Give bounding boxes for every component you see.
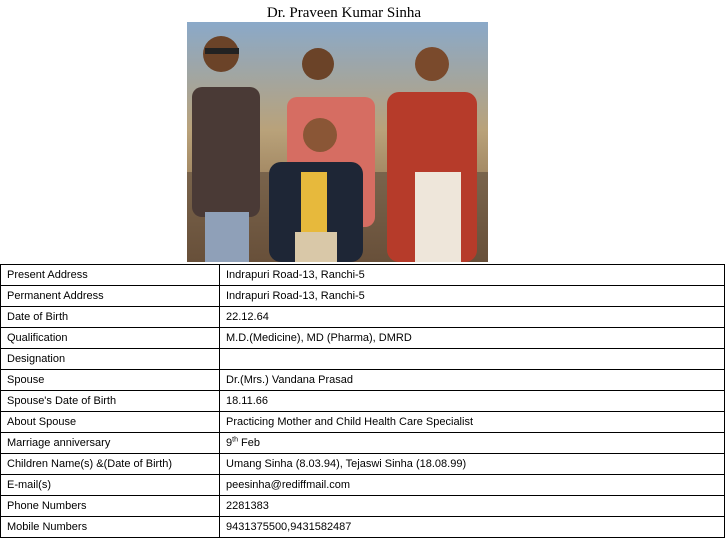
row-value <box>220 433 725 454</box>
table-row <box>1 328 725 349</box>
row-value: Indrapuri Road-13, Ranchi-5 <box>220 286 725 307</box>
table-row <box>1 496 725 517</box>
row-label: Permanent Address <box>1 286 220 307</box>
row-label: Marriage anniversary <box>1 433 220 454</box>
row-value: Umang Sinha (8.03.94), Tejaswi Sinha (18.08.99) <box>220 454 725 475</box>
profile-table <box>0 264 725 538</box>
row-label: Date of Birth <box>1 307 220 328</box>
row-label: Present Address <box>1 265 220 286</box>
table-row <box>1 307 725 328</box>
table-row <box>1 412 725 433</box>
row-label: About Spouse <box>1 412 220 433</box>
page-title: Dr. Praveen Kumar Sinha <box>266 5 422 21</box>
row-value: 2281383 <box>220 496 725 517</box>
row-value: Practicing Mother and Child Health Care Specialist <box>220 412 725 433</box>
table-row <box>1 370 725 391</box>
family-photo <box>187 22 488 262</box>
row-label: Qualification <box>1 328 220 349</box>
row-label: Phone Numbers <box>1 496 220 517</box>
row-value: Dr.(Mrs.) Vandana Prasad <box>220 370 725 391</box>
row-label: Mobile Numbers <box>1 517 220 538</box>
row-value: M.D.(Medicine), MD (Pharma), DMRD <box>220 328 725 349</box>
table-row <box>1 265 725 286</box>
row-label: Children Name(s) &(Date of Birth) <box>1 454 220 475</box>
row-label: Spouse <box>1 370 220 391</box>
row-value: 18.11.66 <box>220 391 725 412</box>
row-value: 22.12.64 <box>220 307 725 328</box>
table-row <box>1 454 725 475</box>
row-label: E-mail(s) <box>1 475 220 496</box>
anniversary-month: Feb <box>237 437 260 449</box>
table-row <box>1 433 725 454</box>
anniversary-day: 9 <box>226 437 233 449</box>
row-value: peesinha@rediffmail.com <box>220 475 725 496</box>
table-row <box>1 349 725 370</box>
row-value: 9431375500,9431582487 <box>220 517 725 538</box>
row-value <box>220 349 725 370</box>
row-value: Indrapuri Road-13, Ranchi-5 <box>220 265 725 286</box>
table-row <box>1 475 725 496</box>
row-label: Designation <box>1 349 220 370</box>
ordinal-suffix: th <box>232 436 238 444</box>
table-row <box>1 517 725 538</box>
table-row <box>1 391 725 412</box>
row-label: Spouse's Date of Birth <box>1 391 220 412</box>
table-row <box>1 286 725 307</box>
